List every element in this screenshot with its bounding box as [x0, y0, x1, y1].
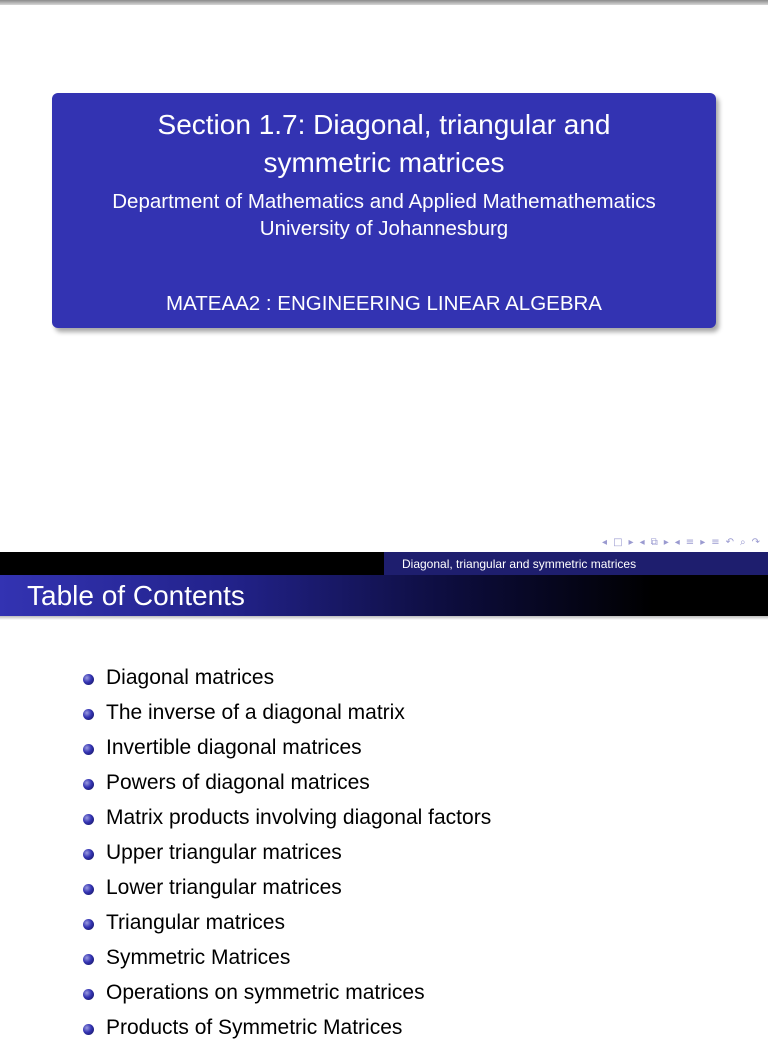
frame-title-bar	[0, 575, 768, 616]
bullet-icon	[83, 814, 94, 825]
bullet-icon	[83, 709, 94, 720]
toc-item[interactable]	[80, 1014, 491, 1049]
frame-title: Table of Contents	[27, 580, 245, 611]
nav-next-subsection-icon[interactable]: ▸	[663, 536, 669, 548]
nav-prev-section-icon[interactable]: ◂	[674, 536, 680, 548]
nav-frame-icon[interactable]: □	[613, 536, 623, 548]
toc-item-label: Lower triangular matrices	[106, 876, 342, 899]
toc-item[interactable]	[80, 699, 491, 734]
title-line-1: Section 1.7: Diagonal, triangular and	[157, 109, 611, 140]
toc-item[interactable]	[80, 839, 491, 874]
nav-prev-subsection-icon[interactable]: ◂	[639, 536, 645, 548]
nav-section-icon[interactable]: ≡	[685, 536, 695, 548]
nav-prev-slide-icon[interactable]: ◂	[602, 536, 608, 548]
toc-item-label: The inverse of a diagonal matrix	[106, 701, 405, 724]
header-strip	[0, 552, 768, 575]
toc-slide	[0, 552, 768, 1039]
institute	[52, 188, 716, 242]
nav-subsection-icon[interactable]: ⧉	[650, 536, 658, 548]
toc-item[interactable]	[80, 979, 491, 1014]
toc-item[interactable]	[80, 874, 491, 909]
course-name: MATEAA2 : ENGINEERING LINEAR ALGEBRA	[166, 292, 602, 315]
bullet-icon	[83, 989, 94, 1000]
department-name: Department of Mathematics and Applied Mathemathematics	[112, 190, 656, 213]
toc-item-label: Upper triangular matrices	[106, 841, 342, 864]
title-line-2: symmetric matrices	[263, 147, 505, 178]
bullet-icon	[83, 1024, 94, 1035]
toc-item[interactable]	[80, 734, 491, 769]
title-block	[52, 93, 716, 328]
toc-item[interactable]	[80, 804, 491, 839]
bullet-icon	[83, 919, 94, 930]
nav-next-slide-icon[interactable]: ▸	[628, 536, 634, 548]
title-slide	[0, 5, 768, 552]
toc-item[interactable]	[80, 909, 491, 944]
toc-item-label: Products of Symmetric Matrices	[106, 1016, 403, 1039]
toc-item-label: Invertible diagonal matrices	[106, 736, 362, 759]
nav-align-icon[interactable]: ≡	[711, 536, 720, 548]
bullet-icon	[83, 744, 94, 755]
toc-item[interactable]	[80, 664, 491, 699]
nav-back-icon[interactable]: ↶	[725, 536, 734, 548]
toc-item[interactable]	[80, 769, 491, 804]
toc-item-label: Matrix products involving diagonal factors	[106, 806, 492, 829]
bullet-icon	[83, 884, 94, 895]
toc-item-label: Operations on symmetric matrices	[106, 981, 425, 1004]
toc-item-label: Symmetric Matrices	[106, 946, 291, 969]
nav-search-icon[interactable]: ⌕	[740, 536, 746, 548]
beamer-navigation-bar	[602, 535, 760, 549]
header-short-title[interactable]: Diagonal, triangular and symmetric matrices	[402, 557, 637, 571]
bullet-icon	[83, 954, 94, 965]
nav-next-section-icon[interactable]: ▸	[700, 536, 706, 548]
toc-item-label: Diagonal matrices	[106, 666, 275, 689]
table-of-contents	[80, 664, 491, 1049]
frame-title-shadow	[0, 616, 768, 620]
toc-item-label: Powers of diagonal matrices	[106, 771, 370, 794]
toc-item[interactable]	[80, 944, 491, 979]
bullet-icon	[83, 674, 94, 685]
university-name: University of Johannesburg	[259, 217, 509, 240]
presentation-title	[52, 106, 716, 182]
nav-forward-icon[interactable]: ↷	[751, 536, 760, 548]
toc-item-label: Triangular matrices	[106, 911, 285, 934]
bullet-icon	[83, 849, 94, 860]
bullet-icon	[83, 779, 94, 790]
